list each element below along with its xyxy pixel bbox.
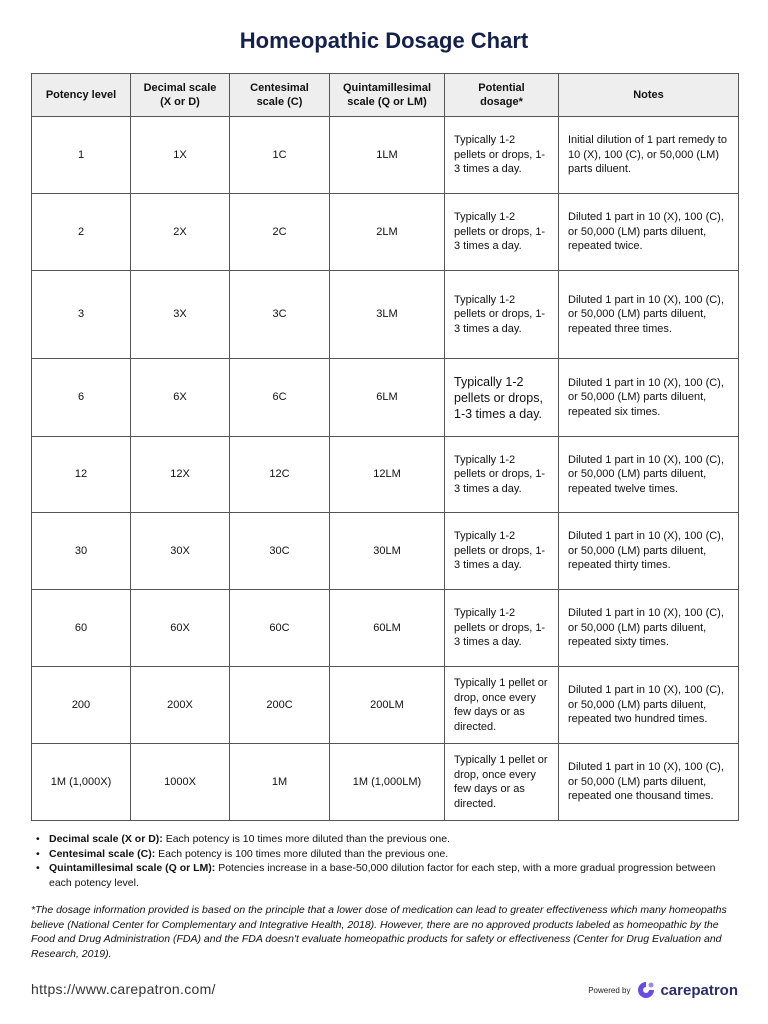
centesimal-scale-cell: 6C (230, 359, 330, 437)
notes-cell: Diluted 1 part in 10 (X), 100 (C), or 50,000 (LM) parts diluent, repeated six times. (559, 359, 739, 437)
header-text-line: Potential (478, 81, 525, 94)
decimal-scale-cell: 12X (131, 437, 230, 513)
carepatron-link[interactable]: https://www.carepatron.com/ (31, 981, 216, 997)
decimal-scale-cell: 6X (131, 359, 230, 437)
notes-cell: Diluted 1 part in 10 (X), 100 (C), or 50,000 (LM) parts diluent, repeated three times. (559, 271, 739, 359)
decimal-scale-cell: 1000X (131, 744, 230, 821)
centesimal-scale-cell: 1C (230, 117, 330, 194)
centesimal-scale-cell: 60C (230, 590, 330, 667)
quintamillesimal-cell: 1M (1,000LM) (330, 744, 445, 821)
scale-note-term: Decimal scale (X or D): (49, 833, 163, 845)
centesimal-scale-cell: 30C (230, 513, 330, 590)
notes-cell: Diluted 1 part in 10 (X), 100 (C), or 50,000 (LM) parts diluent, repeated sixty times. (559, 590, 739, 667)
header-potency-level (32, 74, 131, 117)
table-row (32, 271, 739, 359)
decimal-scale-cell: 200X (131, 667, 230, 744)
potency-cell: 6 (32, 359, 131, 437)
potency-cell: 60 (32, 590, 131, 667)
header-text-line: Quintamillesimal (342, 81, 432, 94)
header-text-line: Potency level (45, 88, 117, 101)
potency-cell: 30 (32, 513, 131, 590)
dosage-cell: Typically 1-2 pellets or drops, 1-3 times a day. (445, 590, 559, 667)
dosage-cell: Typically 1 pellet or drop, once every few days or as directed. (445, 744, 559, 821)
dosage-cell: Typically 1-2 pellets or drops, 1-3 times a day. (445, 359, 559, 437)
notes-cell: Diluted 1 part in 10 (X), 100 (C), or 50,000 (LM) parts diluent, repeated twice. (559, 194, 739, 271)
potency-cell: 1M (1,000X) (32, 744, 131, 821)
header-centesimal-scale (230, 74, 330, 117)
dosage-cell: Typically 1-2 pellets or drops, 1-3 times a day. (445, 194, 559, 271)
header-quintamillesimal-scale (330, 74, 445, 117)
page-title: Homeopathic Dosage Chart (239, 28, 529, 53)
scale-note-text: Potencies increase in a base-50,000 dilution factor for each step, with a more gradual progression between each potency level. (49, 862, 716, 889)
quintamillesimal-cell: 6LM (330, 359, 445, 437)
centesimal-scale-cell: 200C (230, 667, 330, 744)
quintamillesimal-cell: 1LM (330, 117, 445, 194)
centesimal-scale-cell: 3C (230, 271, 330, 359)
dosage-table (31, 73, 739, 821)
table-row (32, 744, 739, 821)
header-text-line: Decimal scale (143, 81, 217, 94)
dosage-cell: Typically 1 pellet or drop, once every few days or as directed. (445, 667, 559, 744)
potency-cell: 200 (32, 667, 131, 744)
notes-cell: Diluted 1 part in 10 (X), 100 (C), or 50,000 (LM) parts diluent, repeated one thousand times. (559, 744, 739, 821)
table-row (32, 513, 739, 590)
header-text-line: Centesimal (250, 81, 309, 94)
notes-cell: Diluted 1 part in 10 (X), 100 (C), or 50,000 (LM) parts diluent, repeated thirty times. (559, 513, 739, 590)
table-row (32, 194, 739, 271)
brand-badge[interactable] (588, 979, 738, 1001)
scale-note-term: Centesimal scale (C): (49, 847, 156, 860)
header-potential-dosage (445, 74, 559, 117)
header-text-line: Notes (633, 88, 664, 101)
dosage-cell: Typically 1-2 pellets or drops, 1-3 times a day. (445, 271, 559, 359)
header-text-line: dosage* (480, 96, 523, 108)
quintamillesimal-cell: 12LM (330, 437, 445, 513)
table-row (32, 590, 739, 667)
notes-cell: Diluted 1 part in 10 (X), 100 (C), or 50,000 (LM) parts diluent, repeated two hundred times. (559, 667, 739, 744)
table-body (32, 117, 739, 821)
bullet-icon: • (36, 862, 40, 874)
potency-cell: 1 (32, 117, 131, 194)
header-text-line: scale (Q or LM) (347, 96, 427, 108)
quintamillesimal-cell: 200LM (330, 667, 445, 744)
centesimal-scale-cell: 2C (230, 194, 330, 271)
scale-notes-list (36, 832, 736, 890)
decimal-scale-cell: 2X (131, 194, 230, 271)
table-row (32, 667, 739, 744)
bullet-icon: • (36, 847, 40, 860)
potency-cell: 2 (32, 194, 131, 271)
bullet-icon: • (36, 833, 40, 845)
centesimal-scale-cell: 1M (230, 744, 330, 821)
header-notes (559, 74, 739, 117)
potency-cell: 12 (32, 437, 131, 513)
powered-by-label: Powered by (588, 985, 631, 995)
scale-note-text: Each potency is 100 times more diluted than the previous one. (155, 847, 449, 860)
notes-cell: Initial dilution of 1 part remedy to 10 (X), 100 (C), or 50,000 (LM) parts diluent. (559, 117, 739, 194)
centesimal-scale-cell: 12C (230, 437, 330, 513)
header-text-line: (X or D) (160, 96, 200, 108)
decimal-scale-cell: 60X (131, 590, 230, 667)
scale-note-term: Quintamillesimal scale (Q or LM): (49, 862, 216, 874)
header-text-line: scale (C) (256, 96, 303, 108)
table-header-row (32, 74, 739, 117)
table-row (32, 437, 739, 513)
dosage-cell: Typically 1-2 pellets or drops, 1-3 times a day. (445, 437, 559, 513)
scale-note-item (36, 832, 736, 847)
quintamillesimal-cell: 2LM (330, 194, 445, 271)
decimal-scale-cell: 1X (131, 117, 230, 194)
decimal-scale-cell: 3X (131, 271, 230, 359)
quintamillesimal-cell: 3LM (330, 271, 445, 359)
brand-name: carepatron (660, 981, 738, 999)
table-row (32, 117, 739, 194)
disclaimer: *The dosage information provided is based on the principle that a lower dose of medication can lead to greater effectiveness which many homeopaths believe (National Center for Complementary and Integrative Health, 2018). However, there are no approved products labeled as homeopathic by the Food and Drug Administration (FDA) and the FDA doesn't evaluate homeopathic products for safety or effectiveness (Center for Drug Evaluation and Research, 2019). (31, 904, 727, 960)
potency-cell: 3 (32, 271, 131, 359)
header-decimal-scale (131, 74, 230, 117)
notes-cell: Diluted 1 part in 10 (X), 100 (C), or 50,000 (LM) parts diluent, repeated twelve times. (559, 437, 739, 513)
scale-note-item (36, 861, 736, 890)
quintamillesimal-cell: 30LM (330, 513, 445, 590)
quintamillesimal-cell: 60LM (330, 590, 445, 667)
decimal-scale-cell: 30X (131, 513, 230, 590)
carepatron-logo-icon (636, 980, 656, 1000)
scale-note-text: Each potency is 10 times more diluted than the previous one. (162, 833, 450, 845)
dosage-cell: Typically 1-2 pellets or drops, 1-3 times a day. (445, 117, 559, 194)
dosage-cell: Typically 1-2 pellets or drops, 1-3 times a day. (445, 513, 559, 590)
table-row (32, 359, 739, 437)
scale-note-item (36, 847, 736, 862)
